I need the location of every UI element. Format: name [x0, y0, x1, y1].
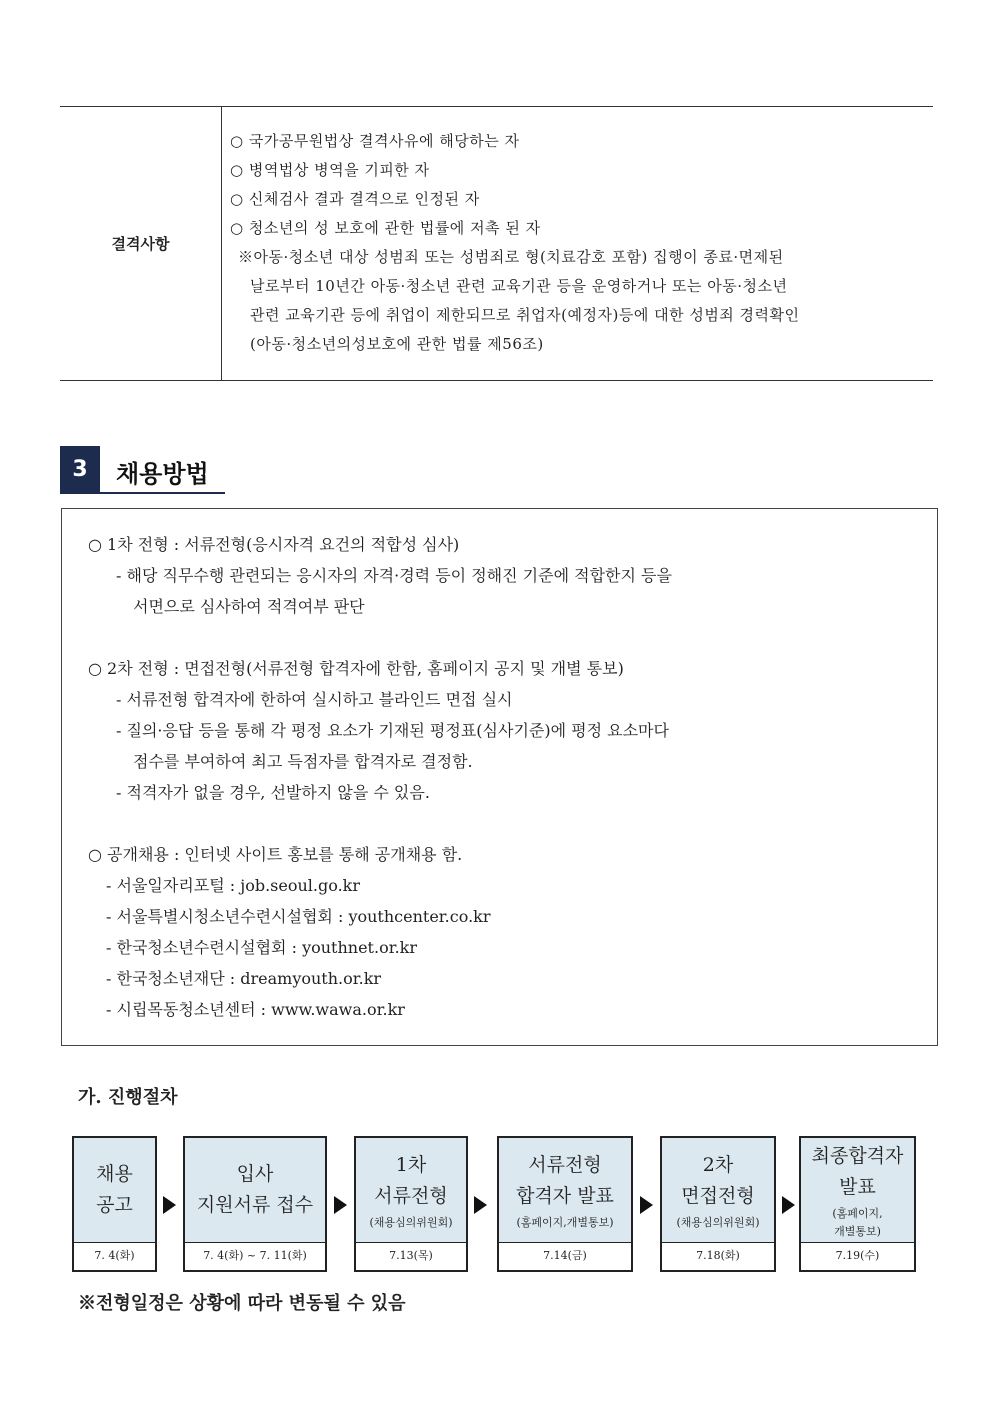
step-note: 개별통보) — [834, 1225, 881, 1238]
disqualification-note: 날로부터 10년간 아동·청소년 관련 교육기관 등을 운영하거나 또는 아동·청소년 — [250, 277, 788, 295]
disqualification-note: ※아동·청소년 대상 성범죄 또는 성범죄로 형(치료감호 포함) 집행이 종료·면제된 — [238, 248, 784, 266]
step-note: (채용심의위원회) — [369, 1216, 453, 1229]
first-stage-line: 서면으로 심사하여 적격여부 판단 — [133, 597, 365, 616]
process-step — [799, 1136, 916, 1272]
process-step — [660, 1136, 776, 1272]
second-stage-line: - 서류전형 합격자에 한하여 실시하고 블라인드 면접 실시 — [116, 690, 513, 709]
step-label: 합격자 발표 — [516, 1185, 614, 1207]
step-date: 7. 4(화) ~ 7. 11(화) — [203, 1249, 307, 1262]
step-note: (채용심의위원회) — [676, 1216, 760, 1229]
step-label: 서류전형 — [374, 1185, 448, 1207]
recruit-site: - 한국청소년재단 : dreamyouth.or.kr — [106, 969, 382, 988]
process-step — [354, 1136, 468, 1272]
section-heading — [60, 446, 225, 494]
step-label: 채용 — [96, 1163, 133, 1185]
first-stage-line: - 해당 직무수행 관련되는 응시자의 자격·경력 등이 정해진 기준에 적합한지 등을 — [116, 566, 672, 585]
arrow-right-icon — [334, 1196, 347, 1214]
process-step — [72, 1136, 157, 1272]
arrow-right-icon — [640, 1196, 653, 1214]
step-date: 7.13(목) — [389, 1249, 433, 1262]
recruit-site: - 서울특별시청소년수련시설협회 : youthcenter.co.kr — [106, 907, 491, 926]
public-recruit-title: ○ 공개채용 : 인터넷 사이트 홍보를 통해 공개채용 함. — [88, 845, 463, 864]
method-content — [88, 529, 672, 1025]
step-label: 지원서류 접수 — [196, 1194, 314, 1216]
section-title: 채용방법 — [116, 460, 209, 488]
process-title: 가. 진행절차 — [78, 1087, 178, 1108]
table-divider — [221, 107, 222, 380]
disqualification-note: (아동·청소년의성보호에 관한 법률 제56조) — [250, 335, 544, 353]
step-note: (홈페이지,개별통보) — [516, 1216, 614, 1229]
arrow-right-icon — [163, 1196, 176, 1214]
recruit-site: - 한국청소년수련시설협회 : youthnet.or.kr — [106, 938, 418, 957]
second-stage-line: - 질의·응답 등을 통해 각 평정 요소가 기재된 평정표(심사기준)에 평정 요소마다 — [116, 721, 669, 740]
step-label: 공고 — [96, 1194, 133, 1216]
disqualification-items — [230, 129, 800, 361]
second-stage-line: - 적격자가 없을 경우, 선발하지 않을 수 있음. — [116, 783, 430, 802]
disqualification-item: ○ 신체검사 결과 결격으로 인정된 자 — [230, 190, 480, 208]
disqualification-label: 결격사항 — [111, 235, 170, 253]
second-stage-line: 점수를 부여하여 최고 득점자를 합격자로 결정함. — [133, 752, 473, 771]
step-label: 1차 — [395, 1154, 427, 1176]
step-date: 7.19(수) — [835, 1249, 880, 1262]
disqualification-item: ○ 국가공무원법상 결격사유에 해당하는 자 — [230, 132, 520, 150]
disqualification-note: 관련 교육기관 등에 취업이 제한되므로 취업자(예정자)등에 대한 성범죄 경력확인 — [250, 306, 800, 324]
process-step — [183, 1136, 327, 1272]
step-label: 서류전형 — [528, 1154, 602, 1176]
schedule-footnote: ※전형일정은 상황에 따라 변동될 수 있음 — [78, 1293, 406, 1314]
section-number: 3 — [60, 446, 100, 492]
disqualification-item: ○ 병역법상 병역을 기피한 자 — [230, 161, 430, 179]
step-date: 7.14(금) — [543, 1249, 587, 1262]
first-stage-title: ○ 1차 전형 : 서류전형(응시자격 요건의 적합성 심사) — [88, 535, 460, 554]
step-label: 면접전형 — [681, 1185, 755, 1207]
step-label: 발표 — [839, 1176, 876, 1198]
method-box — [61, 508, 938, 1046]
step-label: 최종합격자 — [811, 1145, 904, 1167]
disqualification-table — [60, 106, 933, 381]
second-stage-title: ○ 2차 전형 : 면접전형(서류전형 합격자에 한함, 홈페이지 공지 및 개별 통보) — [88, 659, 624, 678]
arrow-right-icon — [474, 1196, 487, 1214]
recruit-site: - 서울일자리포털 : job.seoul.go.kr — [106, 876, 361, 895]
step-label: 2차 — [702, 1154, 734, 1176]
step-label: 입사 — [236, 1163, 274, 1185]
step-note: (홈페이지, — [832, 1207, 883, 1220]
step-date: 7. 4(화) — [94, 1249, 135, 1262]
disqualification-item: ○ 청소년의 성 보호에 관한 법률에 저촉 된 자 — [230, 219, 541, 237]
step-date: 7.18(화) — [696, 1249, 740, 1262]
arrow-right-icon — [782, 1196, 795, 1214]
process-step — [497, 1136, 633, 1272]
recruit-site: - 시립목동청소년센터 : www.wawa.or.kr — [106, 1000, 405, 1019]
